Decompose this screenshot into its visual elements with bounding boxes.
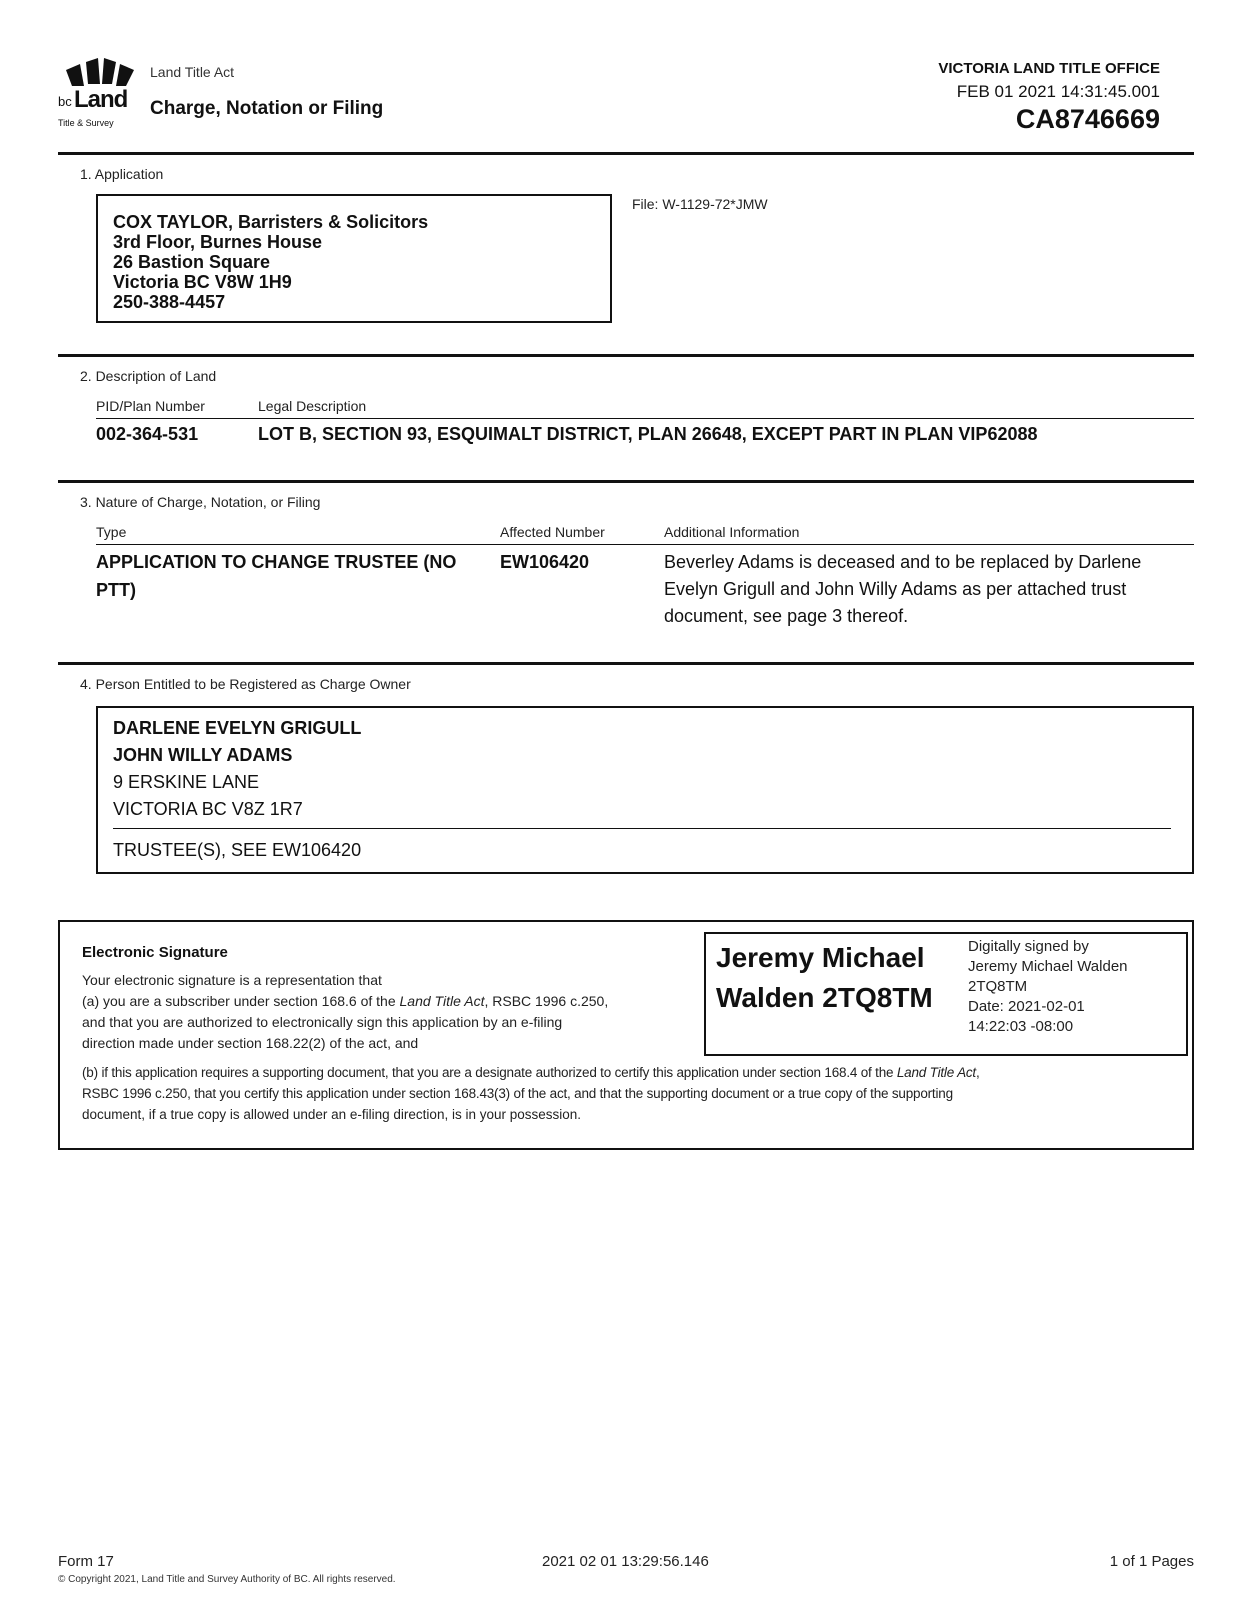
charge-type-line2: PTT) [96,580,136,600]
act-label: Land Title Act [150,64,235,80]
applicant-box [96,194,612,323]
affected-number-column-header: Affected Number [500,524,605,540]
legal-description-value: LOT B, SECTION 93, ESQUIMALT DISTRICT, PLAN 26648, EXCEPT PART IN PLAN VIP62088 [258,424,1038,444]
land-title-office: VICTORIA LAND TITLE OFFICE [938,60,1160,77]
act-name: Land Title Act [399,993,485,1009]
section-divider [58,662,1194,665]
footer-timestamp: 2021 02 01 13:29:56.146 [542,1553,709,1570]
column-header-rule [96,544,1194,545]
clause-text: , [975,1065,980,1080]
charge-type-line1: APPLICATION TO CHANGE TRUSTEE (NO [96,552,457,572]
additional-info-column-header: Additional Information [664,524,800,540]
owner-name: DARLENE EVELYN GRIGULL [113,718,362,738]
applicant-address-line: 26 Bastion Square [113,252,271,272]
act-name: Land Title Act [896,1065,976,1080]
section-4-label: 4. Person Entitled to be Registered as Charge Owner [80,676,411,692]
charge-owner-box [96,706,1194,874]
clause-text: (b) if this application requires a supporting document, that you are a designate authorized to certify this application under section 168.4 of the [82,1065,897,1080]
digital-signature-line: Jeremy Michael Walden [968,958,1128,975]
clause-text: , RSBC 1996 c.250, [484,993,609,1009]
digital-signature-line: 14:22:03 -08:00 [968,1018,1074,1035]
section-divider [58,354,1194,357]
applicant-name: COX TAYLOR, Barristers & Solicitors [113,212,429,232]
form-number: Form 17 [58,1553,114,1570]
signer-name-line: Walden 2TQ8TM [716,982,933,1013]
owner-name: JOHN WILLY ADAMS [113,745,293,765]
column-header-rule [96,418,1194,419]
pid-value: 002-364-531 [96,424,199,444]
form-title: Charge, Notation or Filing [150,98,384,119]
additional-info-line: Evelyn Grigull and John Willy Adams as per attached trust [664,579,1127,599]
ltsa-logo [58,56,138,136]
copyright-notice: © Copyright 2021, Land Title and Survey Authority of BC. All rights reserved. [58,1574,396,1585]
signature-intro: Your electronic signature is a representation that [82,972,382,988]
file-reference: File: W-1129-72*JMW [632,196,768,212]
clause-text: (a) you are a subscriber under section 168.6 of the [82,993,400,1009]
owner-address-line: 9 ERSKINE LANE [113,772,260,792]
signature-clause-b-line2: RSBC 1996 c.250, that you certify this application under section 168.43(3) of the act, and that the supporting document or a true copy of the supporting [82,1086,953,1101]
signer-name-line: Jeremy Michael [716,942,925,973]
section-divider [58,480,1194,483]
signature-clause-a-line1 [82,991,608,1012]
logo-land-text: Land [74,86,128,113]
pid-column-header: PID/Plan Number [96,398,205,414]
document-number: CA8746669 [1015,104,1160,134]
signature-clause-b-line3: document, if a true copy is allowed under an e-filing direction, is in your possession. [82,1107,582,1122]
affected-number-value: EW106420 [500,552,590,572]
signature-clause-a-line3: direction made under section 168.22(2) of the act, and [82,1035,419,1051]
applicant-phone: 250-388-4457 [113,292,226,312]
signature-clause-b-line1 [82,1062,980,1083]
owner-divider [113,828,1171,829]
header-divider [58,152,1194,155]
page-count: 1 of 1 Pages [1109,1553,1194,1570]
applicant-address-line: 3rd Floor, Burnes House [113,232,323,252]
trustee-note: TRUSTEE(S), SEE EW106420 [113,840,362,860]
section-3-label: 3. Nature of Charge, Notation, or Filing [80,494,321,510]
applicant-address-line: Victoria BC V8W 1H9 [113,272,292,292]
additional-info-line: document, see page 3 thereof. [664,606,909,626]
signature-clause-a-line2: and that you are authorized to electronically sign this application by an e-filing [82,1014,563,1030]
type-column-header: Type [96,524,127,540]
additional-info-line: Beverley Adams is deceased and to be replaced by Darlene [664,552,1142,572]
logo-bc-text: bc [58,94,72,109]
filing-timestamp: FEB 01 2021 14:31:45.001 [956,82,1160,101]
logo-subtitle: Title & Survey [58,118,114,128]
legal-description-column-header: Legal Description [258,398,367,414]
section-1-label: 1. Application [80,166,164,182]
digital-signature-line: Date: 2021-02-01 [968,998,1085,1015]
section-2-label: 2. Description of Land [80,368,217,384]
electronic-signature-title: Electronic Signature [82,944,228,961]
digital-signature-line: 2TQ8TM [968,978,1028,995]
digital-signature-line: Digitally signed by [968,938,1089,955]
owner-address-line: VICTORIA BC V8Z 1R7 [113,799,303,819]
signer-name [716,938,946,1018]
